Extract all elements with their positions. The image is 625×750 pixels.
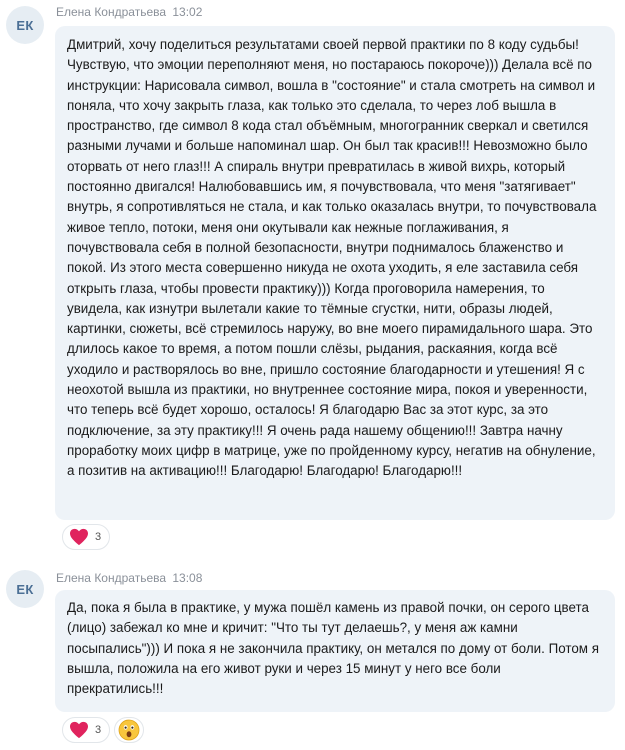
author-name[interactable]: Елена Кондратьева: [56, 5, 167, 19]
message-line: почувствовала себя в полной безопасности, внутри поднималось блаженство и: [67, 239, 564, 255]
avatar-initials: ЕК: [16, 17, 34, 33]
message-line: что теперь всё будет хорошо, осталось! Я благодарю Вас за этот курс, за это: [67, 402, 549, 418]
message-line: поняла, что хочу закрыть глаза, как только это сделала, то через лоб вышла в: [67, 97, 557, 113]
message-line: посыпались"))) И пока я не закончила практику, он метался по дому от боли. Потом я: [67, 640, 599, 656]
message-line: увидела, как изнутри вылетали какие то тёмные сгустки, нити, образы людей,: [67, 300, 553, 316]
author-name[interactable]: Елена Кондратьева: [56, 571, 167, 585]
reaction-count: 3: [95, 724, 102, 736]
message-line: внутрь, я сопротивляться не стала, и как только оказалась внутри, то почувствовала: [67, 199, 597, 215]
reaction-heart[interactable]: [62, 524, 110, 550]
message-line: подключение, за эту практику!!! Я очень рада нашему общению!!! Завтра начну: [67, 422, 563, 438]
reaction-count: 3: [95, 531, 102, 543]
message-line: Чувствую, что эмоции переполняют меня, но постараюсь покороче))) Делала всё по: [67, 57, 592, 73]
reaction-astonished[interactable]: [114, 717, 144, 743]
message-line: длилось какое то время, а потом пошли слёзы, рыдания, раскаяния, когда всё: [67, 341, 558, 357]
reactions-bar: [62, 524, 110, 550]
message-line: открыть глаза, чтобы провести практику))) Когда проговорила намерения, то: [67, 280, 545, 296]
message-line: разными лучами и больше напоминал шар. Он был так красив!!! Невозможно было: [67, 138, 588, 154]
avatar[interactable]: [6, 6, 44, 44]
message-line: живое тепло, потоки, меня они окутывали как нежные поглаживания, я: [67, 219, 509, 235]
message-meta: [56, 5, 202, 19]
message-text: [67, 598, 605, 699]
message-line: пространство, где символ 8 кода стал объёмным, многогранник сверкал и светился: [67, 118, 589, 134]
message-line: покой. Из этого места совершенно никуда не охота уходить, я еле заставила себя: [67, 260, 578, 276]
message-line: Дмитрий, хочу поделиться результатами своей первой практики по 8 коду судьбы!: [67, 37, 579, 52]
heart-icon: [69, 721, 89, 739]
message-line: уходило и растворялось во вне, пришло состояние благодарности и утешения! Я с: [67, 361, 585, 377]
message-line: постоянно двигался! Налюбовавшись им, я почувствовала, что меня "затягивает": [67, 179, 576, 195]
message-line: Да, пока я была в практике, у мужа пошёл камень из правой почки, он серого цвета: [67, 600, 589, 615]
message-line: (лицо) забежал ко мне и кричит: "Что ты тут делаешь?, у меня аж камни: [67, 620, 518, 636]
reaction-heart[interactable]: [62, 717, 110, 743]
message-time: 13:02: [172, 5, 203, 19]
message-line: неохотой вышла из практики, но внутреннее состояние мира, покоя и уверенности,: [67, 382, 588, 398]
heart-icon: [69, 528, 89, 546]
avatar-initials: ЕК: [16, 581, 34, 597]
message-line: картинки, сюжеты, всё стремилось наружу, во вне моего пирамидального шара. Это: [67, 321, 593, 337]
message-bubble: [55, 26, 615, 520]
message-meta: [56, 571, 202, 585]
message-bubble: [55, 590, 615, 712]
astonished-face-icon: [118, 719, 140, 741]
message-line: вышла, положила на его живот руки и через 15 минут у него все боли: [67, 660, 501, 676]
message-text: [67, 35, 605, 482]
message-line: проработку моих цифр в матрице, уже по пройденному курсу, негатив на обнуление,: [67, 442, 596, 458]
reactions-bar: [62, 717, 144, 743]
message-line: прекратились!!!: [67, 681, 164, 697]
message-line: инструкции: Нарисовала символ, вошла в "состояние" и стала смотреть на символ и: [67, 77, 596, 93]
message-line: а позитив на активацию!!! Благодарю! Благодарю! Благодарю!!!: [67, 463, 463, 479]
avatar[interactable]: [6, 570, 44, 608]
message-line: оторвать от него глаз!!! А спираль внутри превратилась в живой вихрь, который: [67, 158, 566, 174]
message-time: 13:08: [172, 571, 203, 585]
